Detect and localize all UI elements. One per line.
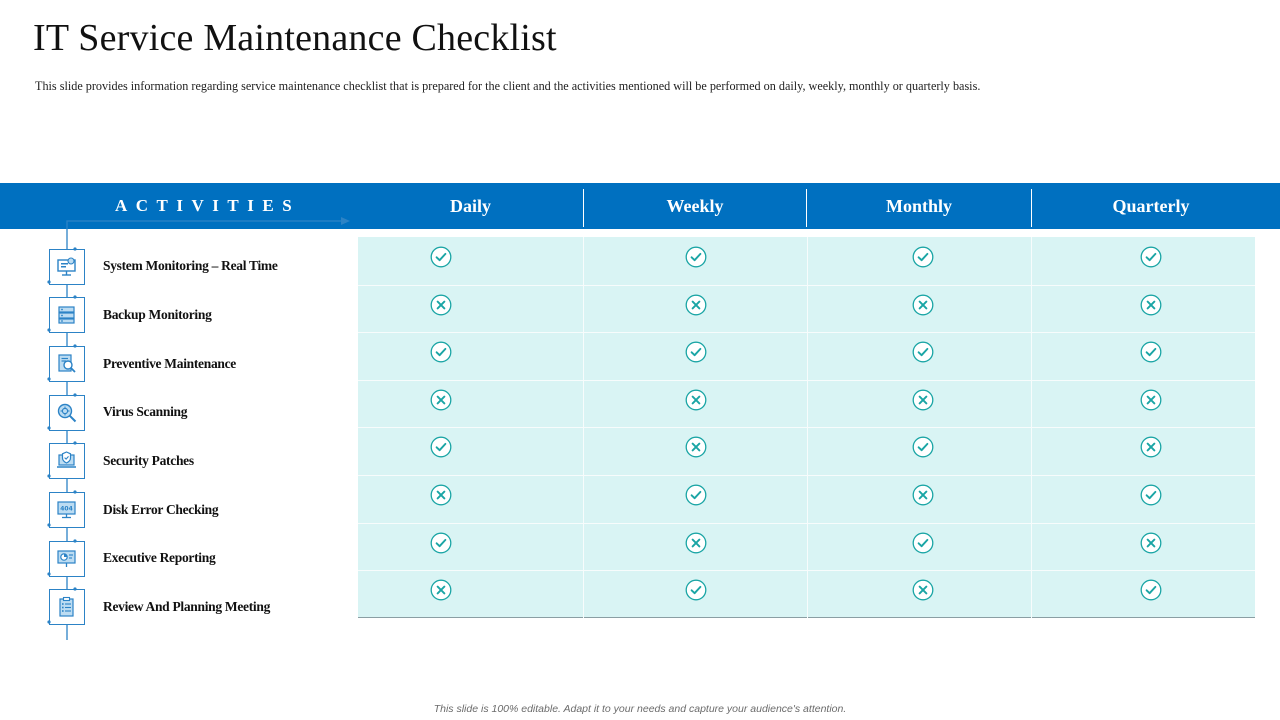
check-icon <box>430 341 452 363</box>
check-icon <box>430 246 452 268</box>
check-icon <box>685 341 707 363</box>
virus-search-icon <box>49 395 85 431</box>
check-icon <box>685 484 707 506</box>
document-magnifier-icon <box>49 346 85 382</box>
activity-label: Disk Error Checking <box>103 502 219 517</box>
check-icon <box>912 341 934 363</box>
clipboard-checklist-icon <box>49 589 85 625</box>
column-header-weekly: Weekly <box>666 196 724 216</box>
check-icon <box>430 436 452 458</box>
cross-icon <box>685 532 707 554</box>
check-icon <box>1140 341 1162 363</box>
check-icon <box>685 246 707 268</box>
check-icon <box>1140 579 1162 601</box>
page-subtitle: This slide provides information regarding service maintenance checklist that is prepared for the client and the activities mentioned will be performed on daily, weekly, monthly or quarterly basis. <box>35 79 981 93</box>
check-icon <box>1140 246 1162 268</box>
cross-icon <box>430 579 452 601</box>
report-chart-icon <box>49 541 85 577</box>
cross-icon <box>685 294 707 316</box>
monitor-settings-icon <box>49 249 85 285</box>
column-divider <box>1031 237 1032 618</box>
activity-label: System Monitoring – Real Time <box>103 258 278 273</box>
svg-text:404: 404 <box>60 505 73 513</box>
cross-icon <box>1140 532 1162 554</box>
column-header-daily: Daily <box>449 196 491 216</box>
cross-icon <box>912 294 934 316</box>
check-icon <box>430 532 452 554</box>
cross-icon <box>912 389 934 411</box>
activity-label: Backup Monitoring <box>103 307 212 322</box>
activity-label: Virus Scanning <box>103 404 188 419</box>
cross-icon <box>1140 294 1162 316</box>
error-404-icon <box>49 492 85 528</box>
activity-label: Security Patches <box>103 453 194 468</box>
check-icon <box>685 579 707 601</box>
timeline-line <box>67 221 344 640</box>
cross-icon <box>685 389 707 411</box>
check-icon <box>912 532 934 554</box>
cross-icon <box>430 294 452 316</box>
check-icon <box>912 436 934 458</box>
server-backup-icon <box>49 297 85 333</box>
activity-label: Executive Reporting <box>103 550 216 565</box>
check-icon <box>1140 484 1162 506</box>
laptop-shield-icon <box>49 443 85 479</box>
column-divider <box>807 237 808 618</box>
activities-header: ACTIVITIES <box>115 196 301 215</box>
activity-label: Review And Planning Meeting <box>103 599 271 614</box>
cross-icon <box>430 484 452 506</box>
check-icon <box>912 246 934 268</box>
cross-icon <box>1140 436 1162 458</box>
cross-icon <box>912 579 934 601</box>
column-divider <box>583 237 584 618</box>
cross-icon <box>1140 389 1162 411</box>
cross-icon <box>430 389 452 411</box>
checklist-grid <box>358 237 1255 618</box>
activity-label: Preventive Maintenance <box>103 356 236 371</box>
column-header-monthly: Monthly <box>885 196 952 216</box>
cross-icon <box>685 436 707 458</box>
page-title: IT Service Maintenance Checklist <box>33 17 557 59</box>
footer-note: This slide is 100% editable. Adapt it to your needs and capture your audience's attention. <box>433 703 847 715</box>
column-header-quarterly: Quarterly <box>1112 196 1190 216</box>
cross-icon <box>912 484 934 506</box>
